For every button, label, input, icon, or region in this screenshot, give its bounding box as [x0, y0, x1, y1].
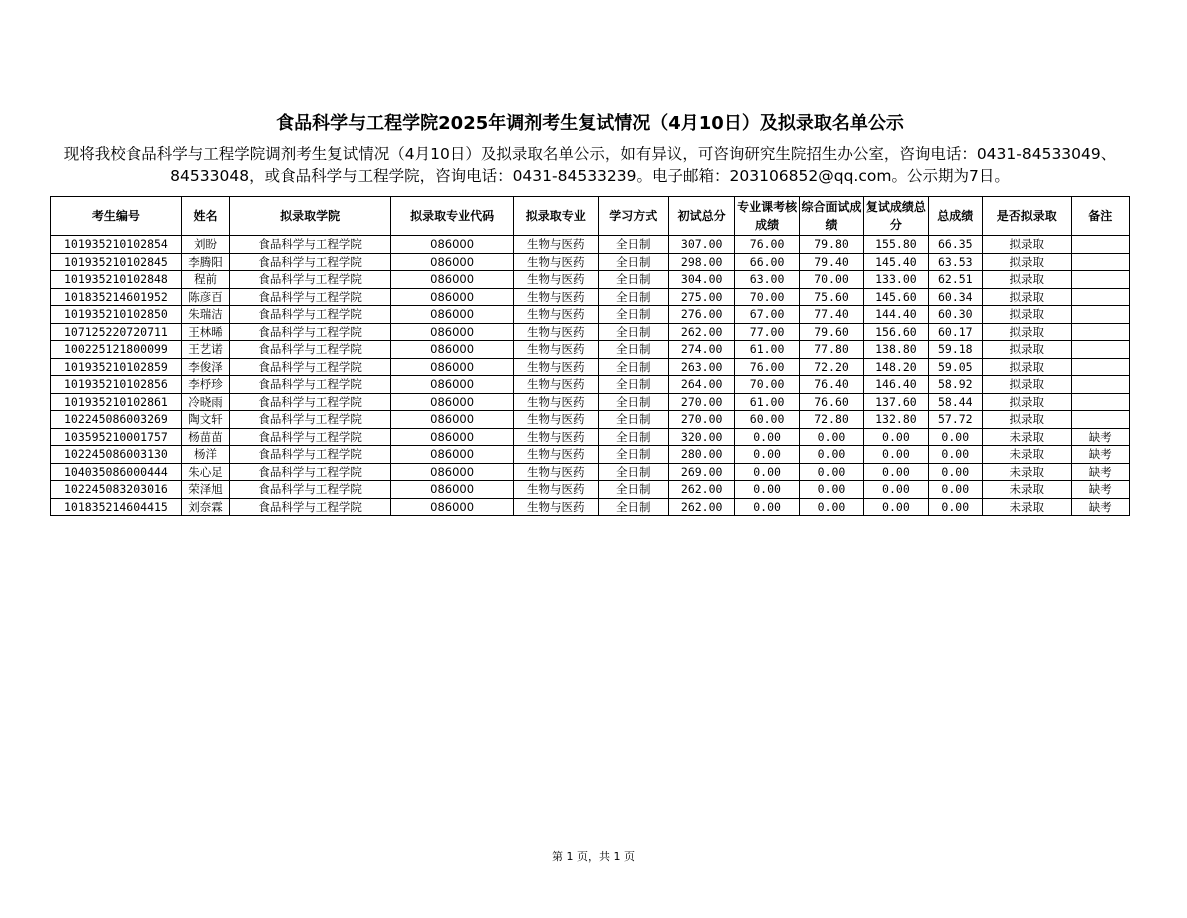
table-row: [51, 236, 1130, 254]
interview-score-cell: 79.80: [799, 236, 863, 254]
total-score-cell: 60.30: [928, 306, 982, 324]
initial-score-cell: 276.00: [668, 306, 734, 324]
major-cell: 生物与医药: [513, 428, 598, 446]
major-cell: 生物与医药: [513, 481, 598, 499]
study-mode-cell: 全日制: [598, 411, 668, 429]
major-code-cell: 086000: [391, 358, 514, 376]
remarks-cell: [1071, 358, 1129, 376]
major-cell: 生物与医药: [513, 288, 598, 306]
exam-number-cell: 101935210102845: [51, 253, 182, 271]
college-cell: 食品科学与工程学院: [230, 428, 391, 446]
initial-score-cell: 262.00: [668, 498, 734, 516]
interview-score-cell: 70.00: [799, 271, 863, 289]
admitted-cell: 未录取: [982, 498, 1071, 516]
table-row: [51, 463, 1130, 481]
table-row: [51, 323, 1130, 341]
interview-score-cell: 79.40: [799, 253, 863, 271]
initial-score-cell: 275.00: [668, 288, 734, 306]
retest-total-cell: 0.00: [864, 498, 928, 516]
admitted-cell: 未录取: [982, 446, 1071, 464]
name-cell: 荣泽旭: [181, 481, 229, 499]
study-mode-cell: 全日制: [598, 341, 668, 359]
remarks-cell: 缺考: [1071, 498, 1129, 516]
admitted-cell: 拟录取: [982, 341, 1071, 359]
major-code-cell: 086000: [391, 341, 514, 359]
major-cell: 生物与医药: [513, 393, 598, 411]
retest-total-cell: 155.80: [864, 236, 928, 254]
table-row: [51, 288, 1130, 306]
table-row: [51, 481, 1130, 499]
header-exam-number: 考生编号: [51, 197, 182, 236]
major-cell: 生物与医药: [513, 271, 598, 289]
initial-score-cell: 262.00: [668, 481, 734, 499]
study-mode-cell: 全日制: [598, 481, 668, 499]
name-cell: 冷晓雨: [181, 393, 229, 411]
admitted-cell: 拟录取: [982, 376, 1071, 394]
major-code-cell: 086000: [391, 306, 514, 324]
retest-total-cell: 0.00: [864, 446, 928, 464]
major-exam-score-cell: 0.00: [735, 428, 799, 446]
table-row: [51, 306, 1130, 324]
major-exam-score-cell: 76.00: [735, 358, 799, 376]
college-cell: 食品科学与工程学院: [230, 323, 391, 341]
college-cell: 食品科学与工程学院: [230, 393, 391, 411]
study-mode-cell: 全日制: [598, 253, 668, 271]
retest-total-cell: 144.40: [864, 306, 928, 324]
study-mode-cell: 全日制: [598, 288, 668, 306]
remarks-cell: [1071, 376, 1129, 394]
remarks-cell: [1071, 393, 1129, 411]
initial-score-cell: 262.00: [668, 323, 734, 341]
major-cell: 生物与医药: [513, 253, 598, 271]
retest-total-cell: 156.60: [864, 323, 928, 341]
major-cell: 生物与医药: [513, 341, 598, 359]
header-interview-score: 综合面试成绩: [799, 197, 863, 236]
admitted-cell: 拟录取: [982, 253, 1071, 271]
major-code-cell: 086000: [391, 253, 514, 271]
major-exam-score-cell: 70.00: [735, 376, 799, 394]
initial-score-cell: 298.00: [668, 253, 734, 271]
major-cell: 生物与医药: [513, 446, 598, 464]
initial-score-cell: 304.00: [668, 271, 734, 289]
major-code-cell: 086000: [391, 411, 514, 429]
name-cell: 李俊泽: [181, 358, 229, 376]
header-admitted: 是否拟录取: [982, 197, 1071, 236]
study-mode-cell: 全日制: [598, 306, 668, 324]
study-mode-cell: 全日制: [598, 393, 668, 411]
table-row: [51, 498, 1130, 516]
admitted-cell: 拟录取: [982, 288, 1071, 306]
major-exam-score-cell: 61.00: [735, 341, 799, 359]
exam-number-cell: 102245083203016: [51, 481, 182, 499]
exam-number-cell: 101935210102859: [51, 358, 182, 376]
exam-number-cell: 101835214601952: [51, 288, 182, 306]
table-row: [51, 411, 1130, 429]
retest-total-cell: 133.00: [864, 271, 928, 289]
retest-total-cell: 0.00: [864, 481, 928, 499]
table-row: [51, 393, 1130, 411]
name-cell: 李腾阳: [181, 253, 229, 271]
college-cell: 食品科学与工程学院: [230, 253, 391, 271]
retest-total-cell: 145.60: [864, 288, 928, 306]
major-exam-score-cell: 77.00: [735, 323, 799, 341]
admitted-cell: 拟录取: [982, 271, 1071, 289]
table-row: [51, 446, 1130, 464]
name-cell: 陶文轩: [181, 411, 229, 429]
major-exam-score-cell: 63.00: [735, 271, 799, 289]
remarks-cell: [1071, 253, 1129, 271]
total-score-cell: 58.92: [928, 376, 982, 394]
initial-score-cell: 270.00: [668, 411, 734, 429]
total-score-cell: 58.44: [928, 393, 982, 411]
college-cell: 食品科学与工程学院: [230, 446, 391, 464]
header-college: 拟录取学院: [230, 197, 391, 236]
admission-table: [50, 196, 1130, 516]
exam-number-cell: 101935210102856: [51, 376, 182, 394]
college-cell: 食品科学与工程学院: [230, 341, 391, 359]
major-cell: 生物与医药: [513, 236, 598, 254]
retest-total-cell: 0.00: [864, 428, 928, 446]
total-score-cell: 59.18: [928, 341, 982, 359]
exam-number-cell: 101935210102848: [51, 271, 182, 289]
exam-number-cell: 107125220720711: [51, 323, 182, 341]
exam-number-cell: 102245086003130: [51, 446, 182, 464]
name-cell: 程前: [181, 271, 229, 289]
notice-paragraph: 现将我校食品科学与工程学院调剂考生复试情况（4月10日）及拟录取名单公示，如有异议，可咨询研究生院招生办公室，咨询电话：0431-84533049、84533048，或食品科学与工程学院，咨询电话：0431-84533239。电子邮箱：203106852@qq.com。公示期为7日。: [63, 145, 1117, 185]
interview-score-cell: 77.40: [799, 306, 863, 324]
table-body: [51, 236, 1130, 516]
major-code-cell: 086000: [391, 481, 514, 499]
total-score-cell: 60.34: [928, 288, 982, 306]
header-major-exam-score: 专业课考核成绩: [735, 197, 799, 236]
retest-total-cell: 137.60: [864, 393, 928, 411]
total-score-cell: 0.00: [928, 481, 982, 499]
interview-score-cell: 76.40: [799, 376, 863, 394]
major-exam-score-cell: 67.00: [735, 306, 799, 324]
major-exam-score-cell: 0.00: [735, 498, 799, 516]
interview-score-cell: 72.20: [799, 358, 863, 376]
admitted-cell: 拟录取: [982, 236, 1071, 254]
major-code-cell: 086000: [391, 446, 514, 464]
retest-total-cell: 132.80: [864, 411, 928, 429]
interview-score-cell: 0.00: [799, 428, 863, 446]
name-cell: 刘奈霖: [181, 498, 229, 516]
exam-number-cell: 101935210102861: [51, 393, 182, 411]
name-cell: 朱心足: [181, 463, 229, 481]
remarks-cell: 缺考: [1071, 481, 1129, 499]
retest-total-cell: 138.80: [864, 341, 928, 359]
header-retest-total: 复试成绩总分: [864, 197, 928, 236]
interview-score-cell: 0.00: [799, 498, 863, 516]
table-row: [51, 428, 1130, 446]
remarks-cell: [1071, 271, 1129, 289]
exam-number-cell: 103595210001757: [51, 428, 182, 446]
name-cell: 陈彦百: [181, 288, 229, 306]
major-exam-score-cell: 76.00: [735, 236, 799, 254]
major-exam-score-cell: 60.00: [735, 411, 799, 429]
major-code-cell: 086000: [391, 376, 514, 394]
initial-score-cell: 307.00: [668, 236, 734, 254]
study-mode-cell: 全日制: [598, 498, 668, 516]
admitted-cell: 拟录取: [982, 411, 1071, 429]
header-remarks: 备注: [1071, 197, 1129, 236]
initial-score-cell: 320.00: [668, 428, 734, 446]
college-cell: 食品科学与工程学院: [230, 463, 391, 481]
admitted-cell: 拟录取: [982, 393, 1071, 411]
major-exam-score-cell: 0.00: [735, 481, 799, 499]
retest-total-cell: 145.40: [864, 253, 928, 271]
college-cell: 食品科学与工程学院: [230, 288, 391, 306]
interview-score-cell: 79.60: [799, 323, 863, 341]
name-cell: 李杼珍: [181, 376, 229, 394]
header-name: 姓名: [181, 197, 229, 236]
remarks-cell: [1071, 411, 1129, 429]
initial-score-cell: 264.00: [668, 376, 734, 394]
study-mode-cell: 全日制: [598, 428, 668, 446]
exam-number-cell: 102245086003269: [51, 411, 182, 429]
major-code-cell: 086000: [391, 271, 514, 289]
table-row: [51, 358, 1130, 376]
table-row: [51, 253, 1130, 271]
major-code-cell: 086000: [391, 428, 514, 446]
admitted-cell: 未录取: [982, 481, 1071, 499]
admitted-cell: 拟录取: [982, 306, 1071, 324]
major-code-cell: 086000: [391, 288, 514, 306]
major-exam-score-cell: 0.00: [735, 463, 799, 481]
major-exam-score-cell: 66.00: [735, 253, 799, 271]
total-score-cell: 60.17: [928, 323, 982, 341]
exam-number-cell: 101935210102854: [51, 236, 182, 254]
initial-score-cell: 263.00: [668, 358, 734, 376]
interview-score-cell: 0.00: [799, 481, 863, 499]
major-code-cell: 086000: [391, 393, 514, 411]
retest-total-cell: 146.40: [864, 376, 928, 394]
name-cell: 王林晞: [181, 323, 229, 341]
study-mode-cell: 全日制: [598, 271, 668, 289]
remarks-cell: 缺考: [1071, 428, 1129, 446]
name-cell: 刘盼: [181, 236, 229, 254]
header-study-mode: 学习方式: [598, 197, 668, 236]
major-code-cell: 086000: [391, 323, 514, 341]
header-initial-score: 初试总分: [668, 197, 734, 236]
total-score-cell: 0.00: [928, 463, 982, 481]
total-score-cell: 0.00: [928, 428, 982, 446]
college-cell: 食品科学与工程学院: [230, 306, 391, 324]
header-major-code: 拟录取专业代码: [391, 197, 514, 236]
college-cell: 食品科学与工程学院: [230, 358, 391, 376]
total-score-cell: 0.00: [928, 498, 982, 516]
total-score-cell: 63.53: [928, 253, 982, 271]
remarks-cell: 缺考: [1071, 463, 1129, 481]
remarks-cell: [1071, 323, 1129, 341]
interview-score-cell: 77.80: [799, 341, 863, 359]
document-title: 食品科学与工程学院2025年调剂考生复试情况（4月10日）及拟录取名单公示: [276, 113, 904, 134]
total-score-cell: 66.35: [928, 236, 982, 254]
study-mode-cell: 全日制: [598, 376, 668, 394]
table-row: [51, 376, 1130, 394]
table-row: [51, 341, 1130, 359]
admitted-cell: 未录取: [982, 463, 1071, 481]
major-cell: 生物与医药: [513, 463, 598, 481]
study-mode-cell: 全日制: [598, 323, 668, 341]
initial-score-cell: 274.00: [668, 341, 734, 359]
remarks-cell: [1071, 288, 1129, 306]
major-code-cell: 086000: [391, 463, 514, 481]
name-cell: 王艺诺: [181, 341, 229, 359]
major-exam-score-cell: 70.00: [735, 288, 799, 306]
study-mode-cell: 全日制: [598, 463, 668, 481]
major-cell: 生物与医药: [513, 323, 598, 341]
interview-score-cell: 72.80: [799, 411, 863, 429]
exam-number-cell: 100225121800099: [51, 341, 182, 359]
remarks-cell: [1071, 306, 1129, 324]
table-header-row: [51, 197, 1130, 236]
interview-score-cell: 0.00: [799, 446, 863, 464]
college-cell: 食品科学与工程学院: [230, 498, 391, 516]
total-score-cell: 62.51: [928, 271, 982, 289]
total-score-cell: 0.00: [928, 446, 982, 464]
major-cell: 生物与医药: [513, 306, 598, 324]
total-score-cell: 57.72: [928, 411, 982, 429]
college-cell: 食品科学与工程学院: [230, 236, 391, 254]
major-cell: 生物与医药: [513, 411, 598, 429]
study-mode-cell: 全日制: [598, 236, 668, 254]
major-exam-score-cell: 0.00: [735, 446, 799, 464]
admitted-cell: 未录取: [982, 428, 1071, 446]
exam-number-cell: 104035086000444: [51, 463, 182, 481]
initial-score-cell: 280.00: [668, 446, 734, 464]
admitted-cell: 拟录取: [982, 323, 1071, 341]
college-cell: 食品科学与工程学院: [230, 411, 391, 429]
page-footer: 第 1 页，共 1 页: [552, 850, 635, 863]
major-exam-score-cell: 61.00: [735, 393, 799, 411]
admitted-cell: 拟录取: [982, 358, 1071, 376]
interview-score-cell: 76.60: [799, 393, 863, 411]
name-cell: 杨苗苗: [181, 428, 229, 446]
retest-total-cell: 0.00: [864, 463, 928, 481]
initial-score-cell: 270.00: [668, 393, 734, 411]
major-cell: 生物与医药: [513, 498, 598, 516]
header-total-score: 总成绩: [928, 197, 982, 236]
major-code-cell: 086000: [391, 236, 514, 254]
major-cell: 生物与医药: [513, 376, 598, 394]
remarks-cell: [1071, 341, 1129, 359]
exam-number-cell: 101935210102850: [51, 306, 182, 324]
major-code-cell: 086000: [391, 498, 514, 516]
table-row: [51, 271, 1130, 289]
header-major: 拟录取专业: [513, 197, 598, 236]
college-cell: 食品科学与工程学院: [230, 271, 391, 289]
college-cell: 食品科学与工程学院: [230, 481, 391, 499]
college-cell: 食品科学与工程学院: [230, 376, 391, 394]
total-score-cell: 59.05: [928, 358, 982, 376]
major-cell: 生物与医药: [513, 358, 598, 376]
exam-number-cell: 101835214604415: [51, 498, 182, 516]
remarks-cell: 缺考: [1071, 446, 1129, 464]
remarks-cell: [1071, 236, 1129, 254]
interview-score-cell: 0.00: [799, 463, 863, 481]
name-cell: 杨洋: [181, 446, 229, 464]
retest-total-cell: 148.20: [864, 358, 928, 376]
study-mode-cell: 全日制: [598, 358, 668, 376]
study-mode-cell: 全日制: [598, 446, 668, 464]
interview-score-cell: 75.60: [799, 288, 863, 306]
initial-score-cell: 269.00: [668, 463, 734, 481]
name-cell: 朱瑞洁: [181, 306, 229, 324]
